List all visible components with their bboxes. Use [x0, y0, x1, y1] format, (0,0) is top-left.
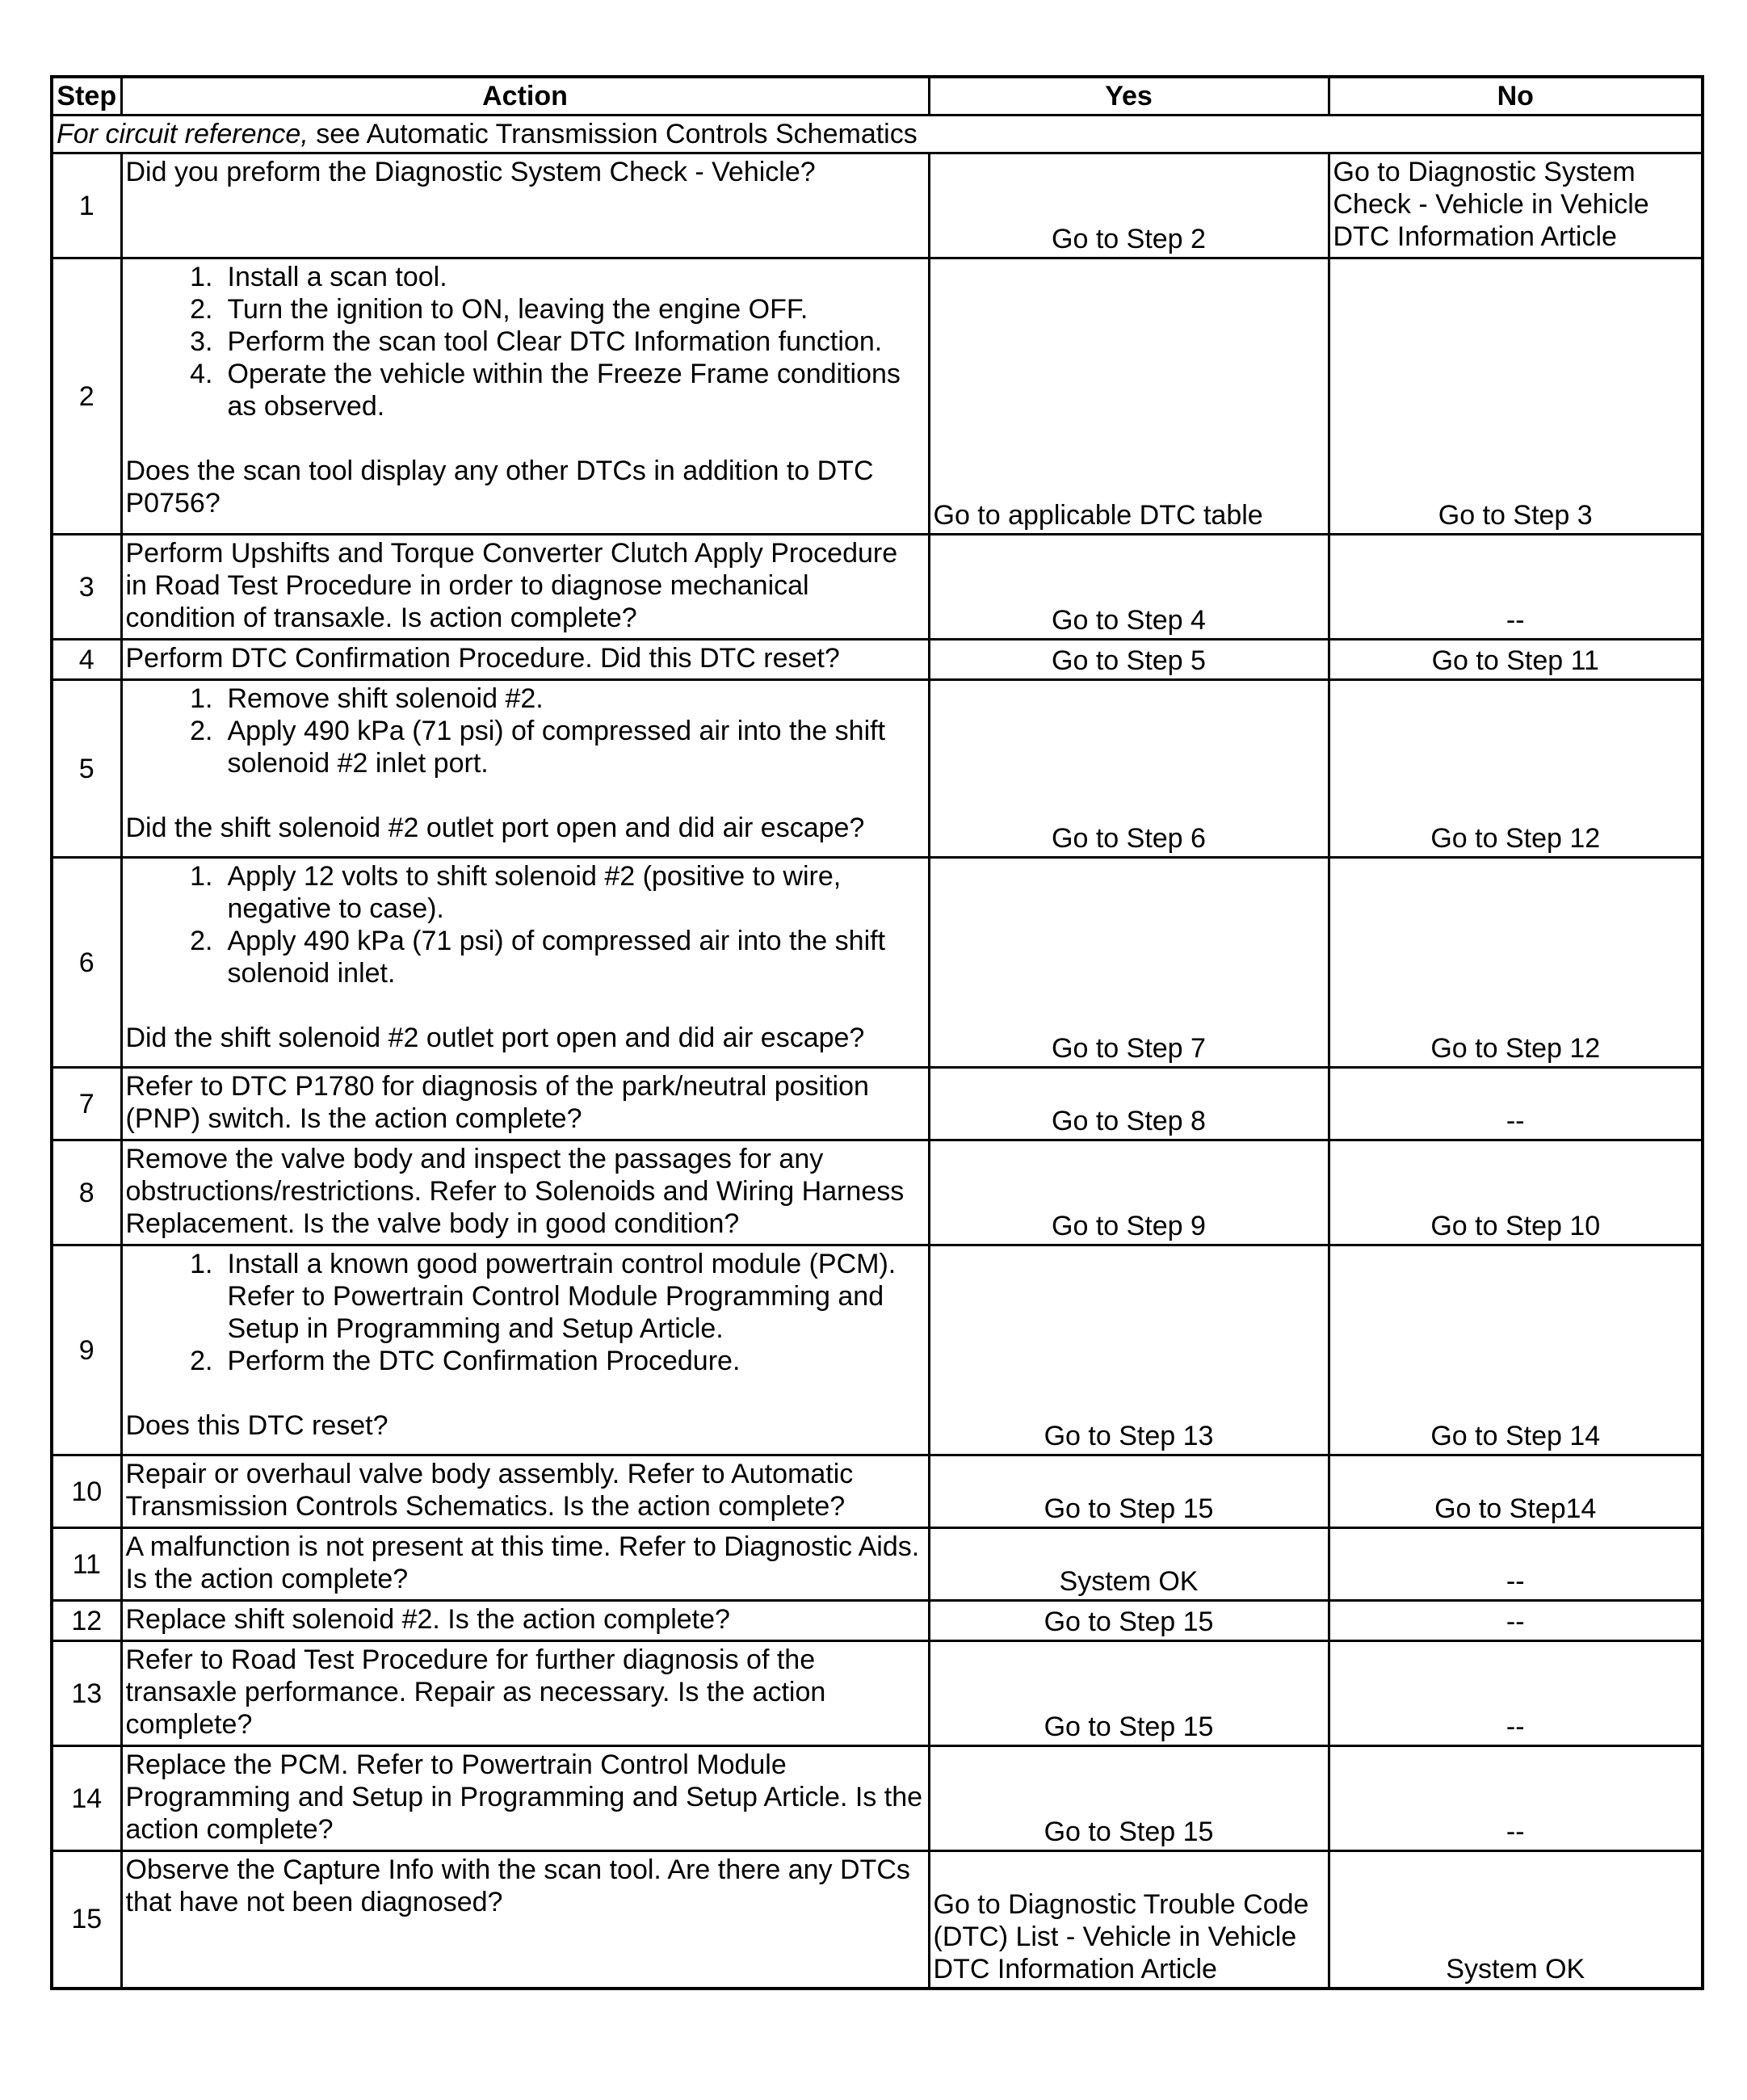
action-cell	[121, 680, 929, 858]
action-cell: Did you preform the Diagnostic System Check - Vehicle?	[121, 153, 929, 258]
no-cell: --	[1329, 1601, 1703, 1641]
action-step: 4. Operate the vehicle within the Freeze Frame conditions as observed.	[190, 359, 901, 422]
action-cell: Refer to Road Test Procedure for further diagnosis of the transaxle performance. Repair as necessary. Is the action complete?	[121, 1641, 929, 1746]
no-cell: Go to Step 3	[1329, 258, 1703, 535]
no-cell: --	[1329, 1528, 1703, 1601]
header-step: Step	[52, 77, 121, 116]
action-cell: Replace the PCM. Refer to Powertrain Control Module Programming and Setup in Programming and Setup Article. Is the action complete?	[121, 1746, 929, 1851]
no-cell: System OK	[1329, 1851, 1703, 1989]
yes-cell: Go to Step 15	[929, 1746, 1329, 1851]
action-cell	[121, 1245, 929, 1455]
table-row	[52, 1140, 1703, 1245]
yes-cell: Go to Step 15	[929, 1641, 1329, 1746]
no-cell: Go to Step 11	[1329, 640, 1703, 680]
no-cell: Go to Step14	[1329, 1455, 1703, 1528]
step-number: 13	[52, 1641, 121, 1746]
table-row	[52, 1455, 1703, 1528]
action-step: 2. Apply 490 kPa (71 psi) of compressed air into the shift solenoid inlet.	[190, 926, 886, 989]
table-row	[52, 258, 1703, 535]
yes-cell: Go to Step 4	[929, 535, 1329, 640]
step-number: 12	[52, 1601, 121, 1641]
table-body	[52, 116, 1703, 1989]
table-row	[52, 1641, 1703, 1746]
circuit-reference-row	[52, 116, 1703, 153]
action-step: 1. Install a scan tool.	[190, 262, 447, 292]
action-steps	[126, 860, 925, 989]
step-number: 7	[52, 1068, 121, 1140]
yes-cell: System OK	[929, 1528, 1329, 1601]
step-number: 4	[52, 640, 121, 680]
table-row	[52, 1068, 1703, 1140]
step-number: 10	[52, 1455, 121, 1528]
circuit-reference	[52, 116, 1703, 153]
step-number: 11	[52, 1528, 121, 1601]
action-step: 1. Install a known good powertrain control module (PCM). Refer to Powertrain Control Module Programming and Setup in Programming and Setup Article.	[190, 1249, 897, 1344]
table-row	[52, 858, 1703, 1068]
step-number: 9	[52, 1245, 121, 1455]
action-question: Did the shift solenoid #2 outlet port open and did air escape?	[125, 813, 865, 843]
table-row	[52, 1601, 1703, 1641]
action-steps	[126, 682, 925, 779]
action-cell: Repair or overhaul valve body assembly. Refer to Automatic Transmission Controls Schematics. Is the action complete?	[121, 1455, 929, 1528]
table-row	[52, 640, 1703, 680]
table-row	[52, 1746, 1703, 1851]
action-cell	[121, 858, 929, 1068]
no-cell: --	[1329, 535, 1703, 640]
header-yes: Yes	[929, 77, 1329, 116]
step-number: 2	[52, 258, 121, 535]
diagnostic-table	[50, 75, 1704, 1990]
yes-cell: Go to Step 13	[929, 1245, 1329, 1455]
table-row	[52, 680, 1703, 858]
action-step: 1. Remove shift solenoid #2.	[190, 683, 544, 714]
yes-cell: Go to Diagnostic Trouble Code (DTC) List - Vehicle in Vehicle DTC Information Article	[929, 1851, 1329, 1989]
action-cell: Remove the valve body and inspect the passages for any obstructions/restrictions. Refer to Solenoids and Wiring Harness Replacement. Is the valve body in good condition?	[121, 1140, 929, 1245]
action-cell: Refer to DTC P1780 for diagnosis of the park/neutral position (PNP) switch. Is the action complete?	[121, 1068, 929, 1140]
action-step: 2. Apply 490 kPa (71 psi) of compressed air into the shift solenoid #2 inlet port.	[190, 716, 886, 779]
header-row	[52, 77, 1703, 116]
yes-cell: Go to Step 7	[929, 858, 1329, 1068]
table-row	[52, 1528, 1703, 1601]
header-no: No	[1329, 77, 1703, 116]
yes-cell: Go to Step 2	[929, 153, 1329, 258]
no-cell: --	[1329, 1746, 1703, 1851]
step-number: 8	[52, 1140, 121, 1245]
step-number: 6	[52, 858, 121, 1068]
step-number: 3	[52, 535, 121, 640]
yes-cell: Go to Step 8	[929, 1068, 1329, 1140]
yes-cell: Go to Step 6	[929, 680, 1329, 858]
yes-cell: Go to applicable DTC table	[929, 258, 1329, 535]
step-number: 5	[52, 680, 121, 858]
action-cell: Perform Upshifts and Torque Converter Clutch Apply Procedure in Road Test Procedure in order to diagnose mechanical condition of transaxle. Is action complete?	[121, 535, 929, 640]
action-steps	[126, 1248, 925, 1377]
circuit-reference-text: see Automatic Transmission Controls Schematics	[308, 119, 918, 149]
no-cell: Go to Step 14	[1329, 1245, 1703, 1455]
table-row	[52, 153, 1703, 258]
table-row	[52, 1851, 1703, 1989]
circuit-reference-prefix: For circuit reference,	[57, 119, 309, 149]
action-step: 3. Perform the scan tool Clear DTC Information function.	[190, 326, 883, 357]
step-number: 14	[52, 1746, 121, 1851]
action-steps	[126, 261, 925, 422]
action-step: 1. Apply 12 volts to shift solenoid #2 (positive to wire, negative to case).	[190, 861, 842, 924]
no-cell: Go to Step 10	[1329, 1140, 1703, 1245]
no-cell: Go to Step 12	[1329, 858, 1703, 1068]
header-action: Action	[121, 77, 929, 116]
table-row	[52, 1245, 1703, 1455]
action-question: Does the scan tool display any other DTCs in addition to DTC P0756?	[125, 456, 874, 519]
yes-cell: Go to Step 15	[929, 1455, 1329, 1528]
no-cell: --	[1329, 1068, 1703, 1140]
yes-cell: Go to Step 9	[929, 1140, 1329, 1245]
action-cell: Replace shift solenoid #2. Is the action complete?	[121, 1601, 929, 1641]
action-step: 2. Perform the DTC Confirmation Procedure.	[190, 1346, 741, 1376]
table-row	[52, 535, 1703, 640]
action-step: 2. Turn the ignition to ON, leaving the engine OFF.	[190, 294, 808, 325]
step-number: 15	[52, 1851, 121, 1989]
no-cell: --	[1329, 1641, 1703, 1746]
action-cell: A malfunction is not present at this time. Refer to Diagnostic Aids. Is the action complete?	[121, 1528, 929, 1601]
action-cell: Observe the Capture Info with the scan tool. Are there any DTCs that have not been diagnosed?	[121, 1851, 929, 1989]
action-question: Did the shift solenoid #2 outlet port open and did air escape?	[125, 1023, 865, 1053]
action-cell: Perform DTC Confirmation Procedure. Did this DTC reset?	[121, 640, 929, 680]
yes-cell: Go to Step 5	[929, 640, 1329, 680]
yes-cell: Go to Step 15	[929, 1601, 1329, 1641]
no-cell: Go to Step 12	[1329, 680, 1703, 858]
no-cell: Go to Diagnostic System Check - Vehicle in Vehicle DTC Information Article	[1329, 153, 1703, 258]
step-number: 1	[52, 153, 121, 258]
action-cell	[121, 258, 929, 535]
action-question: Does this DTC reset?	[125, 1410, 388, 1441]
